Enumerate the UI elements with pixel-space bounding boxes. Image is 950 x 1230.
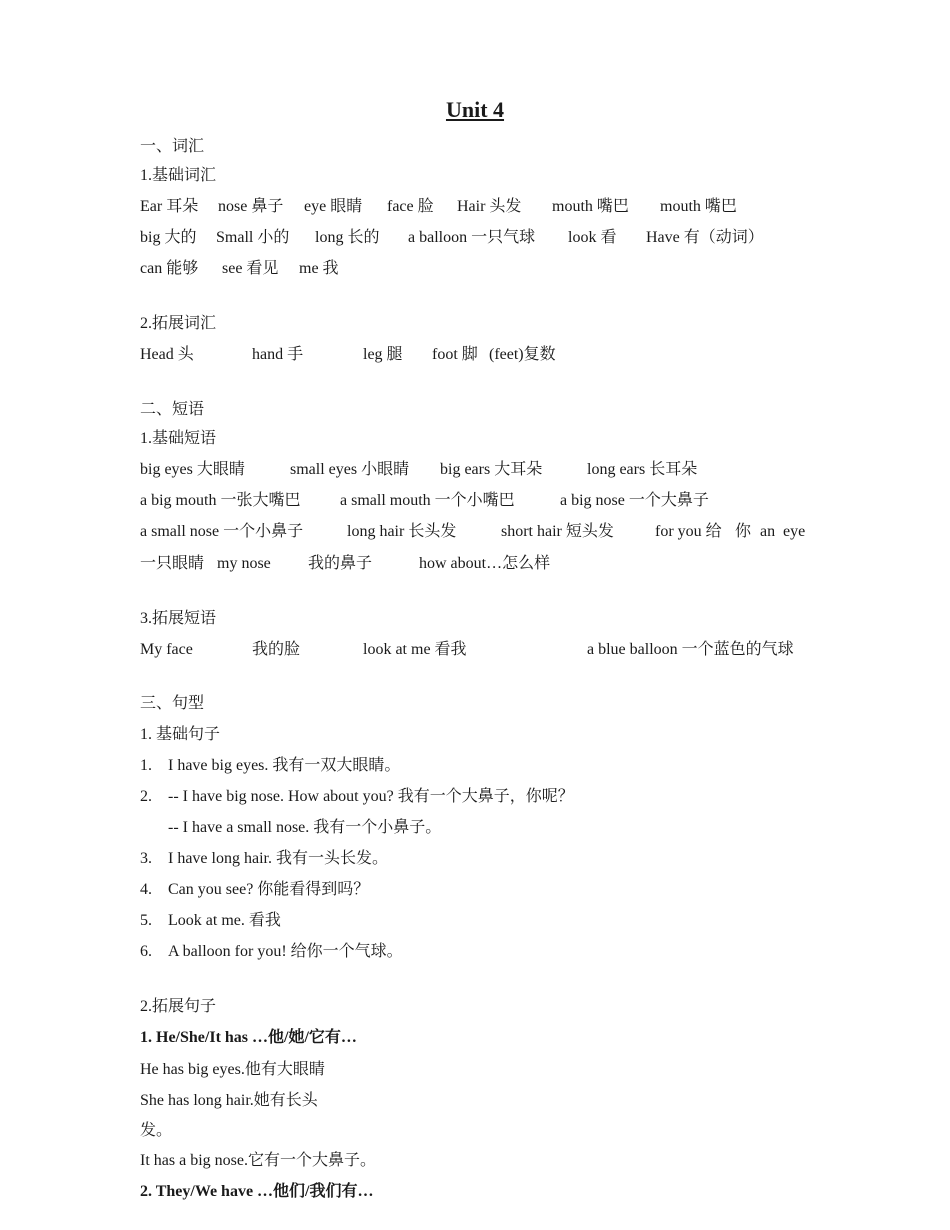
- phrase-item: a small mouth 一个小嘴巴: [340, 492, 515, 509]
- vocab-item: eye 眼睛: [304, 198, 363, 215]
- vocab-item: Small 小的: [216, 229, 290, 246]
- vocab-item: me 我: [299, 260, 339, 277]
- list-number: 5.: [140, 912, 152, 929]
- list-number: 6.: [140, 943, 152, 960]
- vocab-item: Have 有（动词）: [646, 229, 764, 246]
- sentence-item: [140, 787, 574, 807]
- phrase-item: small eyes 小眼睛: [290, 461, 410, 478]
- subheading-basic-phrases: 1.基础短语: [140, 430, 217, 447]
- section-heading-phrases: 二、短语: [140, 401, 205, 418]
- example-sentence: It has a big nose.它有一个大鼻子。: [140, 1152, 376, 1169]
- phrase-item: big ears 大耳朵: [440, 461, 543, 478]
- sentence-text: -- I have big nose. How about you? 我有一个大鼻子，你呢？: [168, 788, 574, 805]
- subheading-basic-sentences: 1. 基础句子: [140, 726, 221, 743]
- sentence-text: Can you see? 你能看得到吗？: [168, 881, 370, 898]
- vocab-item: big 大的: [140, 229, 197, 246]
- sentence-text: -- I have a small nose. 我有一个小鼻子。: [168, 819, 442, 836]
- list-number: 3.: [140, 850, 152, 867]
- phrase-item: for you 给: [655, 523, 722, 540]
- example-sentence: She has long hair.她有长头: [140, 1092, 318, 1109]
- phrase-item: My face: [140, 641, 193, 658]
- vocab-item: nose 鼻子: [218, 198, 284, 215]
- phrase-item: long ears 长耳朵: [587, 461, 698, 478]
- list-number: 2.: [140, 788, 152, 805]
- phrase-item: my nose: [217, 555, 271, 572]
- phrase-item: short hair 短头发: [501, 523, 614, 540]
- vocab-item: Head 头: [140, 346, 194, 363]
- sentence-text: A balloon for you! 给你一个气球。: [168, 943, 403, 960]
- vocab-item: foot 脚: [432, 346, 478, 363]
- example-sentence: 发。: [140, 1122, 173, 1139]
- phrase-item: a big nose 一个大鼻子: [560, 492, 709, 509]
- subheading-ext-sentences: 2.拓展句子: [140, 998, 217, 1015]
- sentence-text: Look at me. 看我: [168, 912, 281, 929]
- vocab-item: a balloon 一只气球: [408, 229, 536, 246]
- subheading-basic-vocab: 1.基础词汇: [140, 167, 217, 184]
- vocab-item: mouth 嘴巴: [660, 198, 737, 215]
- page-title: Unit 4: [445, 97, 505, 122]
- example-sentence: He has big eyes.他有大眼睛: [140, 1061, 325, 1078]
- vocab-item: mouth 嘴巴: [552, 198, 629, 215]
- phrase-item: a blue balloon 一个蓝色的气球: [587, 641, 794, 658]
- phrase-item: a small nose 一个小鼻子: [140, 523, 304, 540]
- phrase-item: long hair 长头发: [347, 523, 457, 540]
- vocab-item: long 长的: [315, 229, 380, 246]
- vocab-item: face 脸: [387, 198, 434, 215]
- pattern-heading: 2. They/We have …他们/我们有…: [140, 1183, 374, 1200]
- phrase-item: big eyes 大眼睛: [140, 461, 245, 478]
- sentence-item: [140, 818, 441, 838]
- section-heading-vocab: 一、词汇: [140, 138, 205, 155]
- phrase-item: a big mouth 一张大嘴巴: [140, 492, 301, 509]
- phrase-item: 我的鼻子: [308, 555, 373, 572]
- phrase-item: 一只眼睛: [140, 555, 205, 572]
- vocab-item: look 看: [568, 229, 617, 246]
- subheading-ext-vocab: 2.拓展词汇: [140, 315, 217, 332]
- phrase-item: how about…怎么样: [419, 555, 551, 572]
- sentence-text: I have big eyes. 我有一双大眼睛。: [168, 757, 401, 774]
- sentence-item: [140, 942, 403, 962]
- vocab-item: Ear 耳朵: [140, 198, 199, 215]
- sentence-text: I have long hair. 我有一头长发。: [168, 850, 388, 867]
- vocab-item: can 能够: [140, 260, 199, 277]
- sentence-item: [140, 849, 388, 869]
- phrase-item: 你: [735, 523, 752, 540]
- pattern-heading: 1. He/She/It has …他/她/它有…: [140, 1029, 357, 1046]
- vocab-item: (feet)复数: [489, 346, 556, 363]
- vocab-item: leg 腿: [363, 346, 403, 363]
- sentence-item: [140, 756, 400, 776]
- phrase-item: 我的脸: [252, 641, 301, 658]
- vocab-item: Hair 头发: [457, 198, 522, 215]
- section-heading-sentences: 三、句型: [140, 695, 205, 712]
- sentence-item: [140, 880, 369, 900]
- phrase-item: look at me 看我: [363, 641, 467, 658]
- list-number: 1.: [140, 757, 152, 774]
- vocab-item: hand 手: [252, 346, 304, 363]
- phrase-item: an: [760, 523, 776, 540]
- vocab-item: see 看见: [222, 260, 279, 277]
- subheading-ext-phrases: 3.拓展短语: [140, 610, 217, 627]
- sentence-item: [140, 911, 281, 931]
- phrase-item: eye: [783, 523, 806, 540]
- list-number: 4.: [140, 881, 152, 898]
